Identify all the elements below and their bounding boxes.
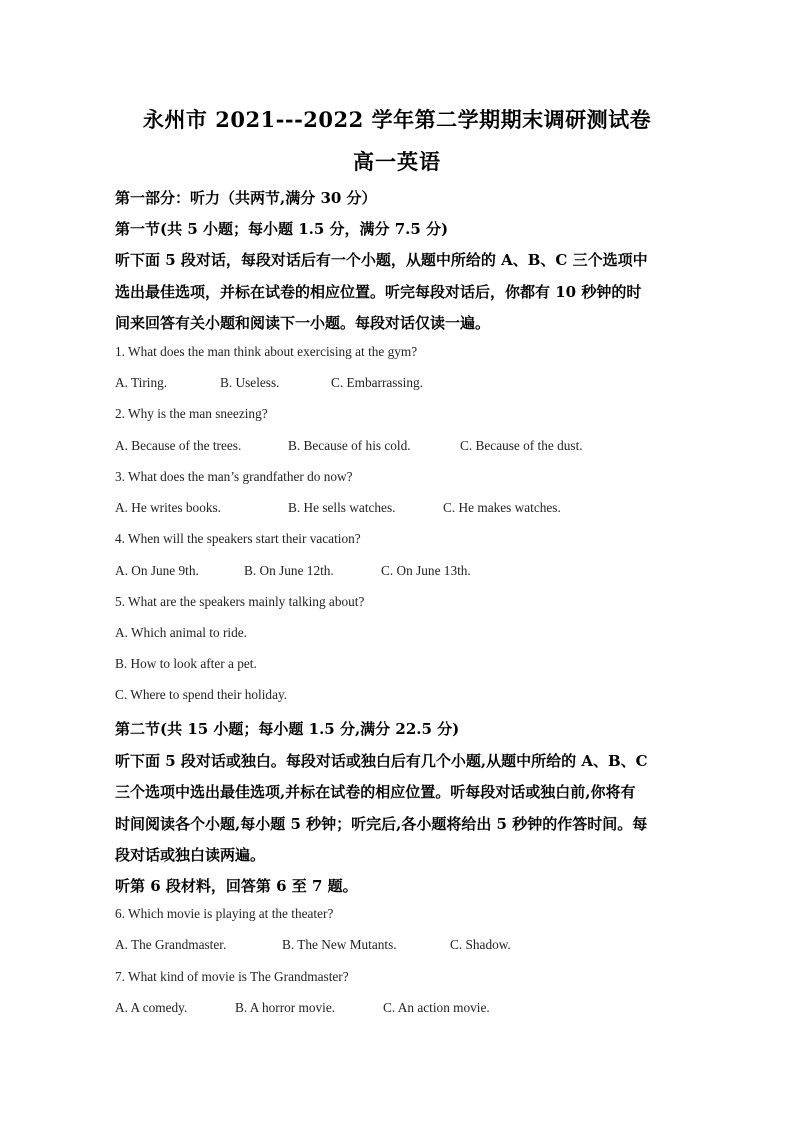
option: C. An action movie. [383,1000,490,1015]
question-text: 3. What does the man’s grandfather do now? [115,469,353,484]
answer-options [115,563,675,579]
question-text: 1. What does the man think about exercising at the gym? [115,344,418,359]
option: C. Where to spend their holiday. [115,687,288,702]
instruction-line: 间来回答有关小题和阅读下一小题。每段对话仅读一遍。 [115,314,491,332]
option: B. On June 12th. [244,563,334,578]
answer-options [115,937,675,953]
instruction-line: 三个选项中选出最佳选项,并标在试卷的相应位置。听每段对话或独白前,你将有 [115,783,636,801]
instruction-line: 段对话或独白读两遍。 [115,846,266,864]
answer-options [115,438,675,454]
instruction-line: 时间阅读各个小题,每小题 5 秒钟；听完后,各小题将给出 5 秒钟的作答时间。每 [115,815,648,833]
option: A. He writes books. [115,500,221,515]
exam-title: 永州市 2021---2022 学年第二学期期末调研测试卷 [142,107,652,132]
option: C. Embarrassing. [331,375,423,390]
question-text: 4. When will the speakers start their vacation? [115,531,361,546]
question-text: 5. What are the speakers mainly talking about? [115,594,365,609]
option: C. Shadow. [450,937,511,952]
option: A. Which animal to ride. [115,625,247,640]
option: C. He makes watches. [443,500,561,515]
part-heading: 第一部分：听力（共两节,满分 30 分） [115,189,377,207]
subject-title: 高一英语 [353,149,441,174]
material-heading: 听第 6 段材料，回答第 6 至 7 题。 [115,877,358,895]
option: B. How to look after a pet. [115,656,257,671]
option: B. A horror movie. [235,1000,336,1015]
section-heading: 第一节(共 5 小题；每小题 1.5 分，满分 7.5 分) [115,220,449,238]
option: C. On June 13th. [381,563,471,578]
option: A. A comedy. [115,1000,188,1015]
option: B. Because of his cold. [288,438,411,453]
question-text: 6. Which movie is playing at the theater? [115,906,334,921]
option: A. Because of the trees. [115,438,242,453]
option: A. Tiring. [115,375,168,390]
option: B. Useless. [220,375,280,390]
option: B. The New Mutants. [282,937,397,952]
answer-options [115,500,675,516]
section-heading: 第二节(共 15 小题；每小题 1.5 分,满分 22.5 分) [115,720,460,738]
option: B. He sells watches. [288,500,396,515]
question-text: 2. Why is the man sneezing? [115,406,268,421]
question-text: 7. What kind of movie is The Grandmaster? [115,969,349,984]
answer-options [115,375,675,391]
answer-options [115,1000,675,1016]
option: A. The Grandmaster. [115,937,227,952]
instruction-line: 选出最佳选项，并标在试卷的相应位置。听完每段对话后，你都有 10 秒钟的时 [115,283,642,301]
instruction-line: 听下面 5 段对话或独白。每段对话或独白后有几个小题,从题中所给的 A、B、C [115,752,648,770]
option: C. Because of the dust. [460,438,583,453]
option: A. On June 9th. [115,563,199,578]
instruction-line: 听下面 5 段对话，每段对话后有一个小题，从题中所给的 A、B、C 三个选项中 [115,251,648,269]
